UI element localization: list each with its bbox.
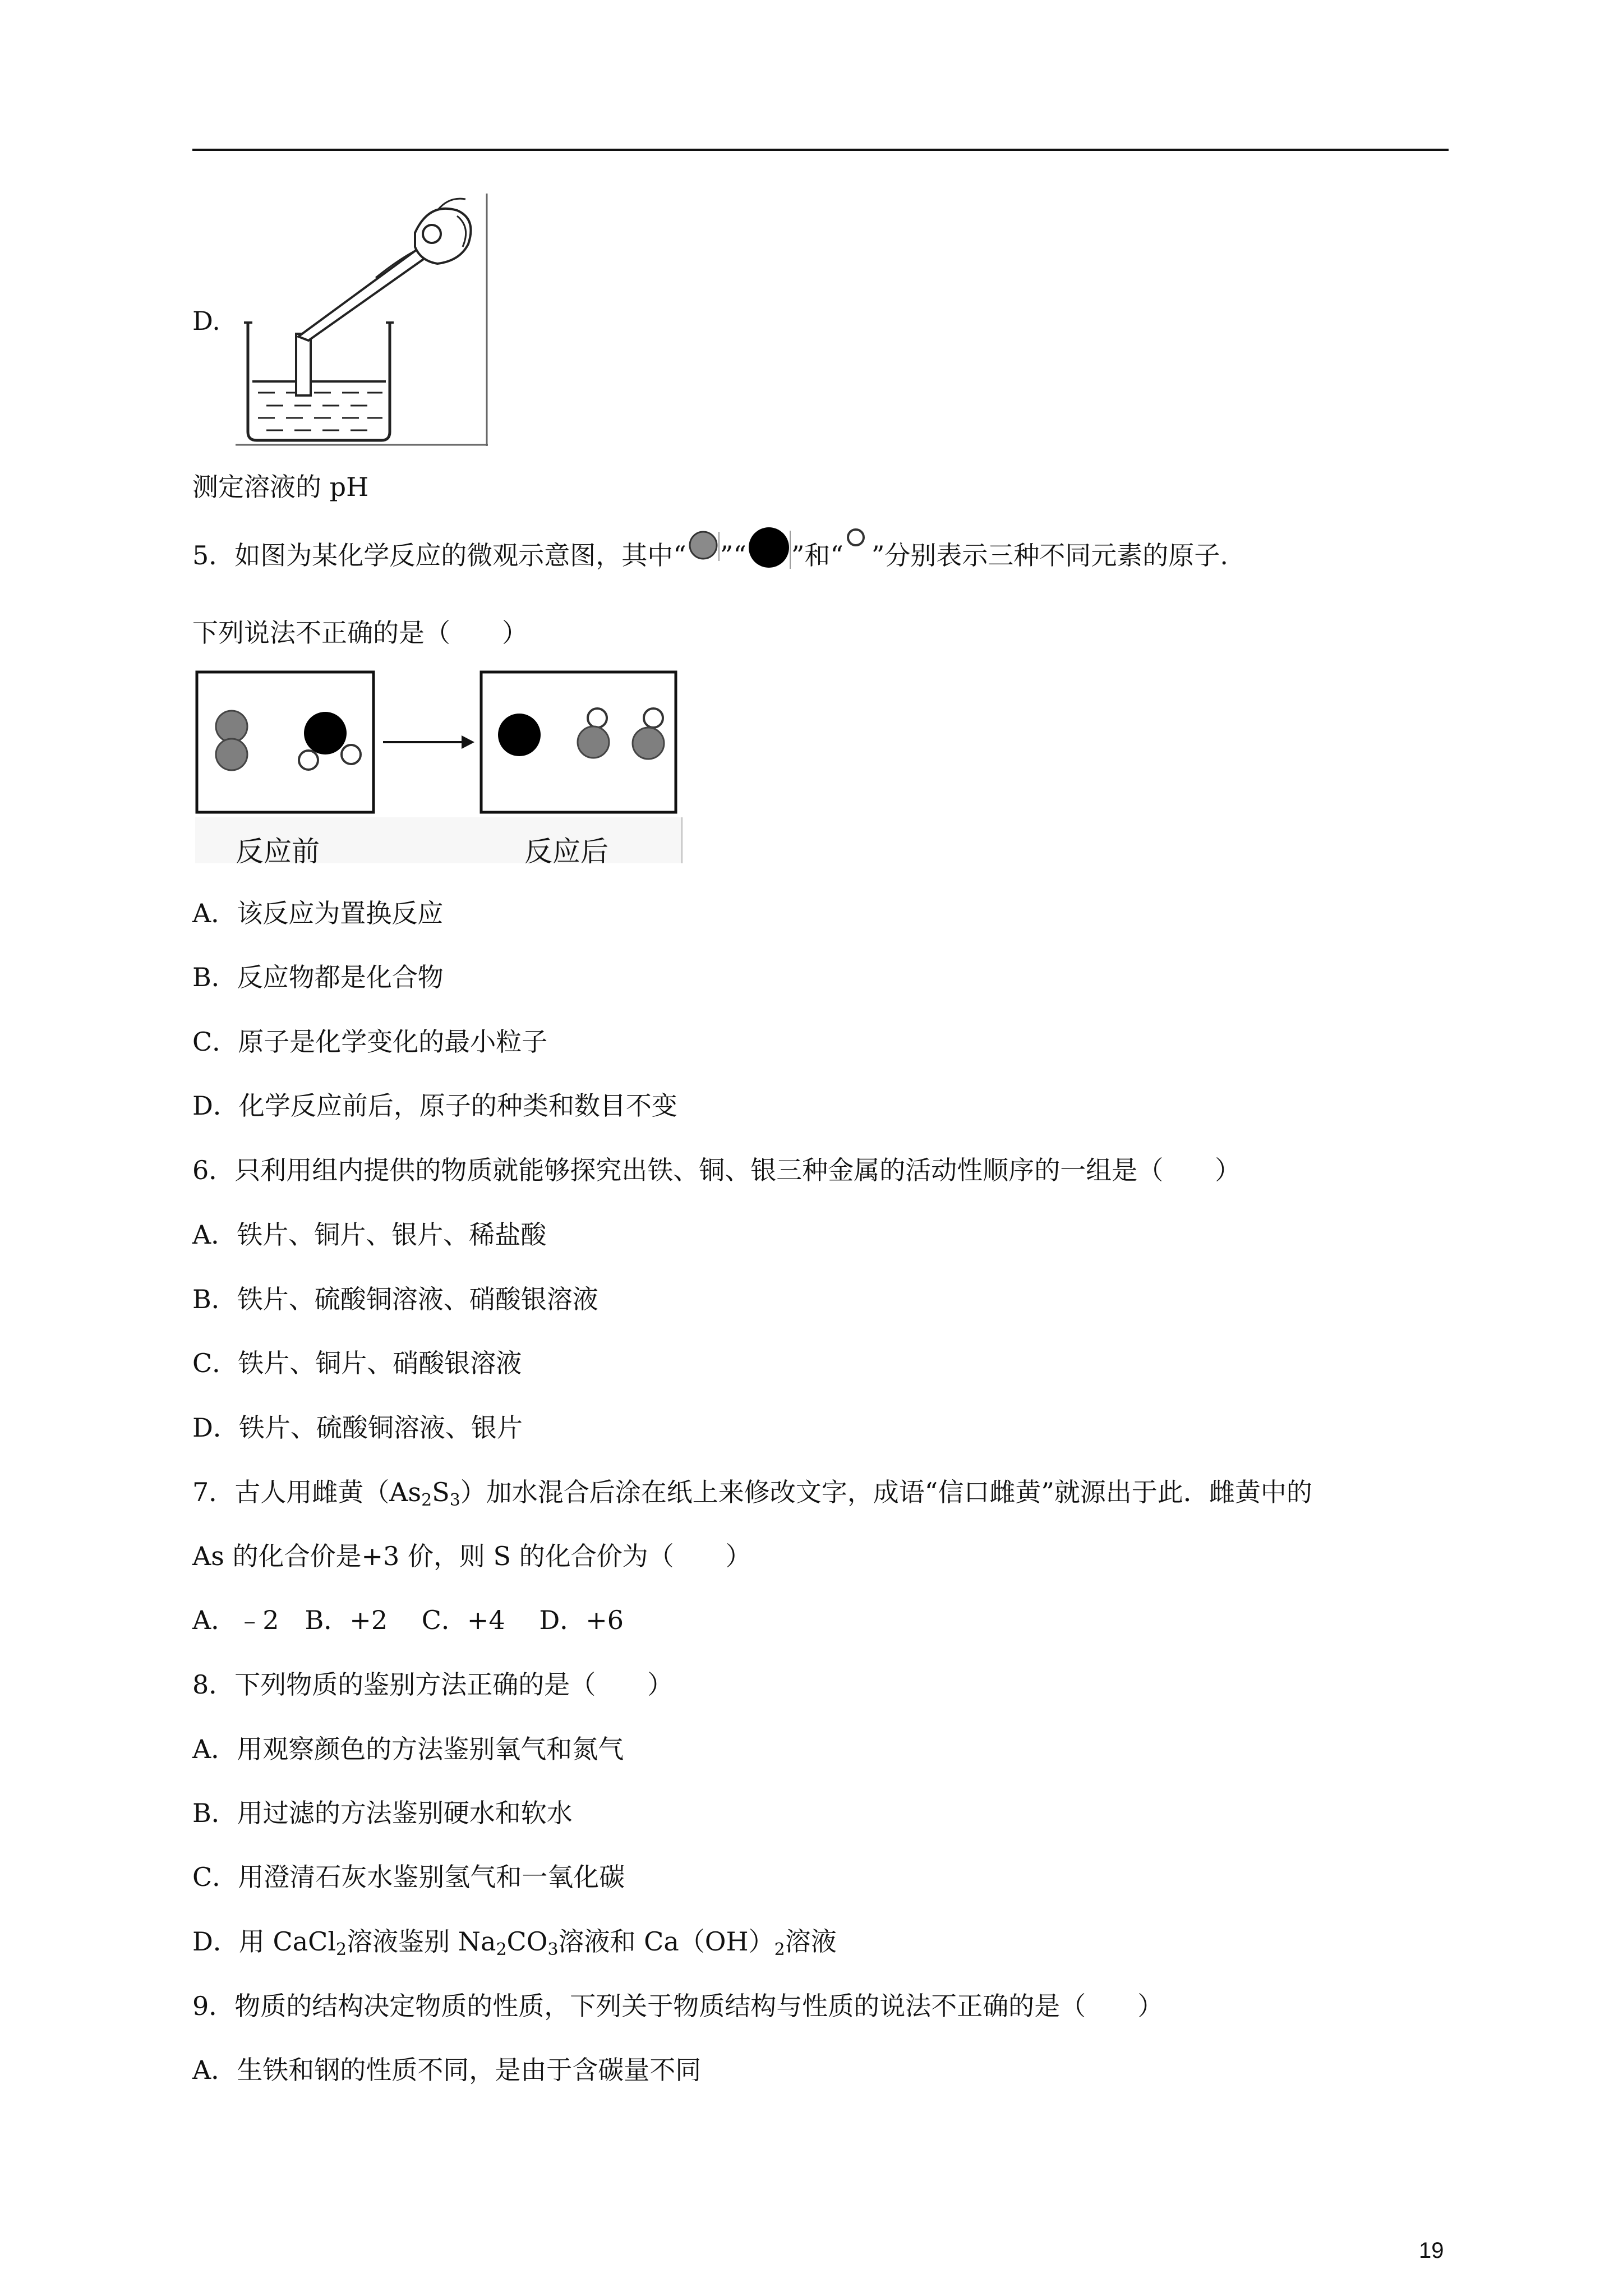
q8-d-sub4: 2 — [774, 1940, 785, 1959]
q4-caption: 测定溶液的 pH — [192, 472, 369, 502]
q5-option-b: B．反应物都是化合物 — [192, 962, 444, 992]
diagram-label-before: 反应前 — [236, 836, 320, 867]
q6-option-d: D．铁片、硫酸铜溶液、银片 — [192, 1412, 523, 1443]
page-number: 19 — [1419, 2238, 1444, 2263]
header-rule — [192, 149, 1449, 151]
q5-option-a: A．该反应为置换反应 — [192, 898, 444, 928]
diagram-label-after: 反应后 — [524, 836, 608, 867]
black-atom-icon — [746, 541, 791, 574]
q5-stem-part3: ”和“ — [791, 540, 843, 570]
q9-option-a: A．生铁和钢的性质不同，是由于含碳量不同 — [192, 2055, 702, 2085]
q8-d-part-b: 溶液鉴别 Na — [347, 1926, 496, 1957]
q7-stem-c: ）加水混合后涂在纸上来修改文字，成语“信口雌黄”就源出于此．雌黄中的 — [460, 1477, 1312, 1507]
q7-stem-line2: As 的化合价是+3 价，则 S 的化合价为（ ） — [192, 1541, 751, 1571]
q8-d-part-d: 溶液和 Ca（OH） — [558, 1926, 774, 1957]
q5-stem-part1: 5．如图为某化学反应的微观示意图，其中“ — [192, 540, 686, 570]
q8-stem: 8．下列物质的鉴别方法正确的是（ ） — [192, 1669, 674, 1700]
q7-stem — [192, 1475, 1312, 1509]
q6-option-a: A．铁片、铜片、银片、稀盐酸 — [192, 1220, 547, 1250]
q8-option-a: A．用观察颜色的方法鉴别氧气和氮气 — [192, 1734, 624, 1764]
q8-option-b: B．用过滤的方法鉴别硬水和软水 — [192, 1798, 573, 1828]
q4-option-d-label: D. — [192, 306, 220, 336]
q8-d-sub2: 2 — [496, 1940, 507, 1959]
q7-options: A．﹣2 B．+2 C．+4 D．+6 — [192, 1605, 624, 1635]
q5-stem-line2: 下列说法不正确的是（ ） — [192, 618, 528, 648]
q7-sub-3: 3 — [449, 1490, 460, 1510]
q5-stem-part4: ”分别表示三种不同元素的原子. — [871, 540, 1229, 570]
q8-d-sub3: 3 — [547, 1940, 559, 1959]
q6-option-b: B．铁片、硫酸铜溶液、硝酸银溶液 — [192, 1284, 598, 1314]
q7-stem-a: 7．古人用雌黄（As — [192, 1477, 422, 1507]
q8-option-d — [192, 1925, 837, 1958]
q5-option-c: C．原子是化学变化的最小粒子 — [192, 1027, 548, 1057]
q8-d-sub1: 2 — [336, 1940, 347, 1959]
q7-stem-b: S — [432, 1477, 450, 1507]
white-atom-icon — [843, 541, 872, 574]
q8-option-c: C．用澄清石灰水鉴别氢气和一氧化碳 — [192, 1862, 625, 1892]
q8-d-part-c: CO — [506, 1926, 548, 1957]
q8-d-part-e: 溶液 — [785, 1926, 837, 1957]
q7-sub-2: 2 — [421, 1490, 432, 1510]
q5-option-d: D．化学反应前后，原子的种类和数目不变 — [192, 1091, 677, 1121]
product-atom-black — [498, 714, 541, 756]
q6-option-c: C．铁片、铜片、硝酸银溶液 — [192, 1348, 522, 1378]
q6-stem: 6．只利用组内提供的物质就能够探究出铁、铜、银三种金属的活动性顺序的一组是（ ） — [192, 1155, 1241, 1185]
q5-stem — [192, 539, 1228, 574]
q8-d-part-a: D．用 CaCl — [192, 1926, 336, 1957]
gray-atom-icon — [686, 541, 720, 574]
q9-stem: 9．物质的结构决定物质的性质，下列关于物质结构与性质的说法不正确的是（ ） — [192, 1991, 1164, 2021]
q5-stem-part2: ”“ — [720, 540, 746, 570]
ph-test-beaker-figure — [236, 194, 488, 446]
